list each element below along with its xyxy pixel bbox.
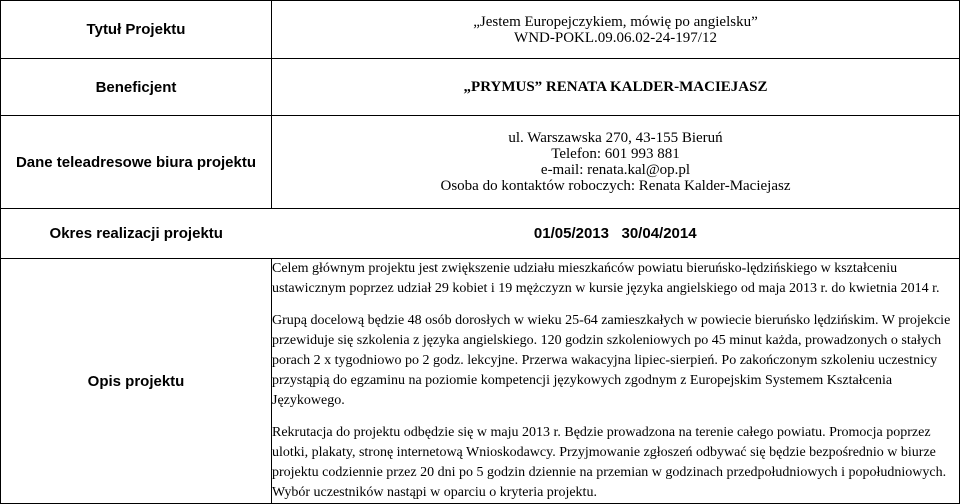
period-label: Okres realizacji projektu (1, 209, 272, 259)
title-line-2: WND-POKL.09.06.02-24-197/12 (514, 29, 717, 46)
title-line-1: „Jestem Europejczykiem, mówię po angielsku” (473, 13, 758, 30)
title-row (1, 1, 960, 59)
address-phone: Telefon: 601 993 881 (551, 146, 680, 162)
description-paragraph-2: Grupą docelową będzie 48 osób dorosłych w wieku 25-64 zamieszkałych w powiecie bieruńsko lędzińskim. W projekcie przewiduje się szkolenia z języka angielskiego. 120 godzin szkoleniowych po 45 minut każda, prowadzonych o stałych porach 2 x tygodniowo po 2 godz. lekcyjne. Przerwa wakacyjna lipiec-sierpień. Po zakończonym szkoleniu uczestnicy przystąpią do egzaminu na poziomie kompetencji językowych zgodnym z Europejskim Systemem Kształcenia Językowego. (272, 313, 951, 408)
address-value (272, 116, 960, 209)
period-value (272, 209, 960, 259)
description-row (1, 259, 960, 504)
address-street: ul. Warszawska 270, 43-155 Bieruń (508, 130, 723, 146)
description-label: Opis projektu (1, 259, 272, 504)
description-paragraph-3: Rekrutacja do projektu odbędzie się w maju 2013 r. Będzie prowadzona na terenie całego powiatu. Promocja poprzez ulotki, plakaty, stronę internetową Wnioskodawcy. Przyjmowanie zgłoszeń odbywać się będzie bezpośrednio w biurze projektu codziennie przez 20 dni po 5 godzin dziennie na przemian w godzinach przedpołudniowych i popołudniowych. Wybór uczestników nastąpi w oparciu o kryteria projektu. (272, 425, 947, 500)
beneficiary-label: Beneficjent (1, 59, 272, 116)
beneficiary-name: „PRYMUS” RENATA KALDER-MACIEJASZ (463, 79, 768, 95)
address-contact: Osoba do kontaktów roboczych: Renata Kalder-Maciejasz (440, 178, 791, 194)
period-start: 01/05/2013 (533, 225, 609, 242)
address-label: Dane teleadresowe biura projektu (1, 116, 272, 209)
period-end: 30/04/2014 (621, 225, 697, 242)
beneficiary-row (1, 59, 960, 116)
beneficiary-value (272, 59, 960, 116)
title-value (272, 1, 960, 59)
address-row (1, 116, 960, 209)
description-value (272, 259, 960, 504)
description-paragraph-1: Celem głównym projektu jest zwiększenie udziału mieszkańców powiatu bieruńsko-lędzińskiego w kształceniu ustawicznym poprzez udział 29 kobiet i 19 mężczyzn w kursie języka angielskiego od maja 2013 r. do kwietnia 2014 r. (272, 261, 940, 296)
title-label: Tytuł Projektu (1, 1, 272, 59)
address-email: e-mail: renata.kal@op.pl (540, 162, 691, 178)
period-row (1, 209, 960, 259)
